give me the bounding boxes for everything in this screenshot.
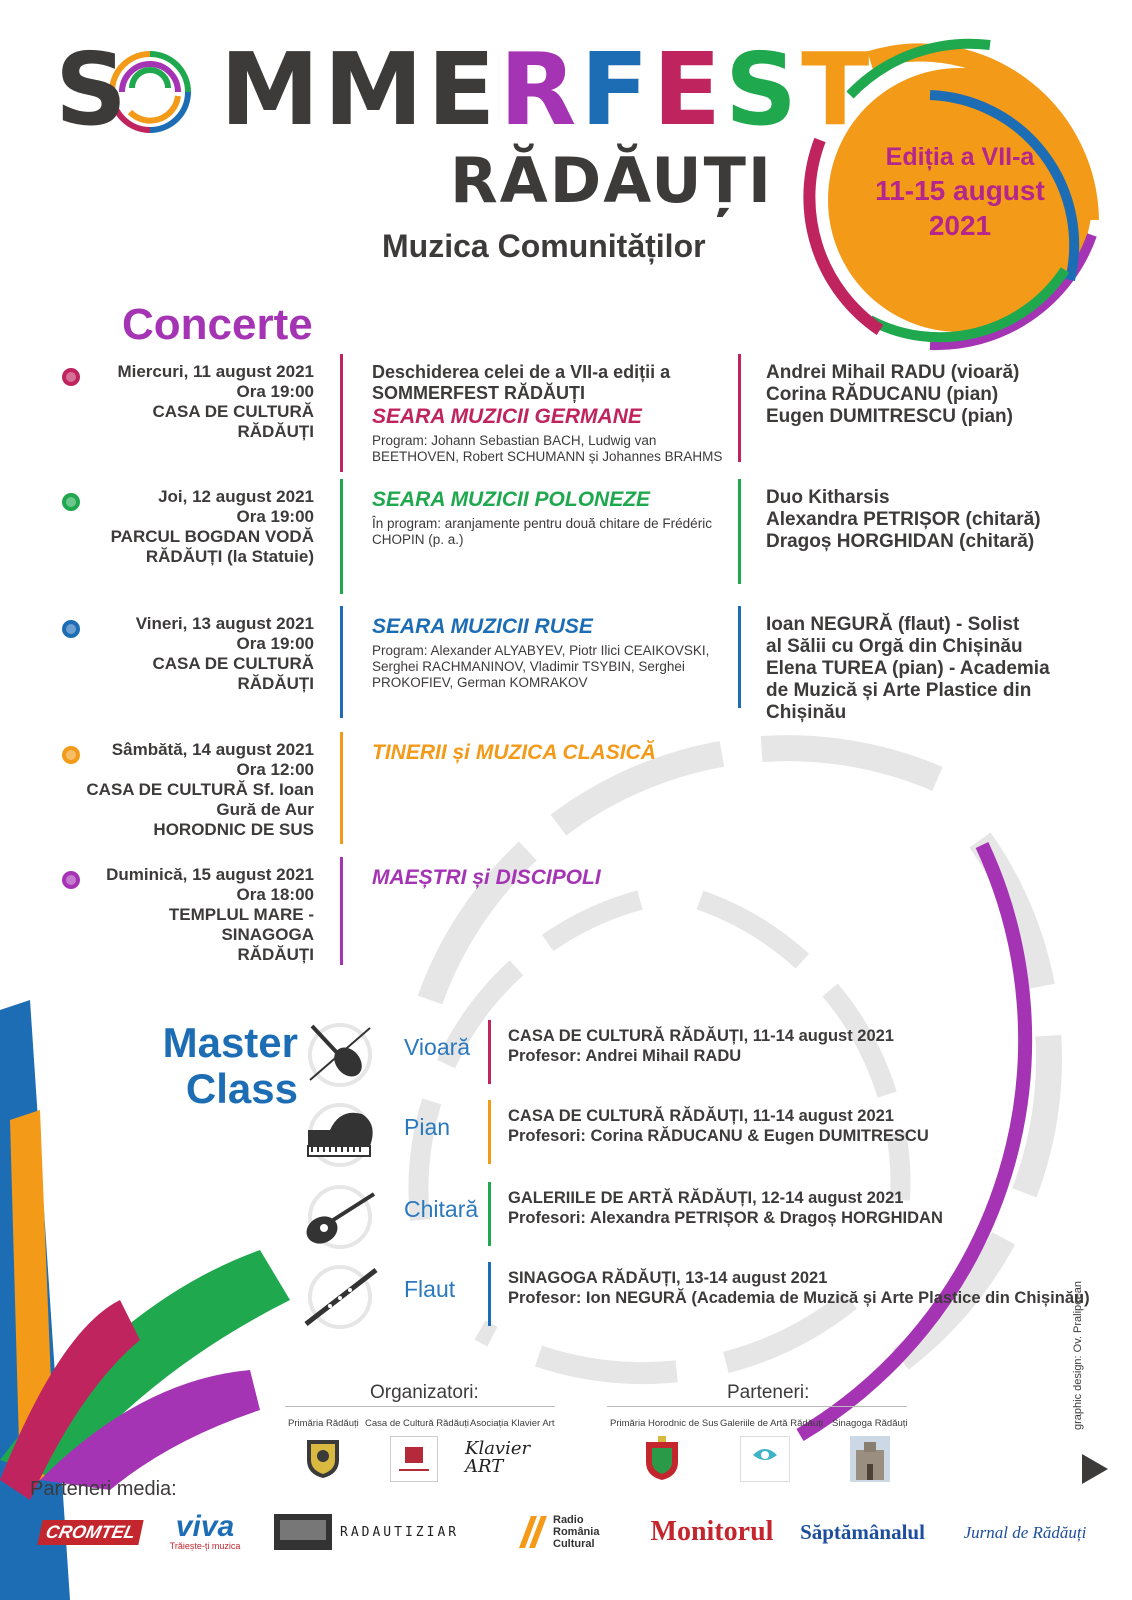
edition-year: 2021 [928, 210, 992, 242]
concert-title: SEARA MUZICII RUSE [372, 615, 593, 638]
radio-romania-logo-text: Radio România Cultural [553, 1514, 600, 1550]
media-logo-saptamanalul [795, 1510, 930, 1554]
media-partners-label: Parteneri media: [30, 1478, 177, 1500]
concert-when [80, 614, 314, 694]
title-letter: R [499, 31, 581, 148]
concert-event [372, 487, 732, 548]
masterclass-place: CASA DE CULTURĂ RĂDĂUȚI, 11-14 august 2021 [508, 1027, 894, 1045]
radautiziar-logo-text: RADAUTIZIAR [340, 1524, 460, 1540]
concert-when-line: Joi, 12 august 2021 [158, 487, 314, 506]
masterclass-divider [488, 1100, 491, 1164]
concert-title: SEARA MUZICII GERMANE [372, 405, 642, 428]
concert-divider [340, 857, 343, 965]
concert-event [372, 865, 732, 888]
masterclass-row [300, 1100, 1100, 1170]
concert-when-line: Gură de Aur [216, 800, 314, 819]
concert-divider [340, 606, 343, 718]
masterclass-divider [488, 1182, 491, 1246]
partner-caption-3: Sinagoga Rădăuți [832, 1418, 908, 1429]
synagogue-photo [850, 1436, 890, 1482]
concerts-heading: Concerte [122, 300, 313, 349]
concert-when-line: Ora 18:00 [236, 885, 314, 904]
masterclass-instrument: Vioară [404, 1034, 471, 1060]
organizer-caption-3: Asociația Klavier Art [470, 1418, 555, 1429]
title-letter: E [427, 31, 500, 148]
masterclass-info [508, 1268, 1108, 1308]
partners-divider [607, 1406, 907, 1407]
concert-event [372, 614, 732, 691]
cromtel-logo-text: CROMTEL [37, 1520, 143, 1545]
concert-title: MAEȘTRI și DISCIPOLI [372, 866, 601, 889]
galerie-de-arta-logo [740, 1436, 790, 1482]
title-letter: M [220, 31, 324, 148]
guitar-icon [300, 1182, 380, 1252]
concert-event [372, 362, 732, 465]
media-logo-radautiziar [272, 1510, 477, 1554]
masterclass-instrument: Chitară [404, 1196, 479, 1222]
title-letter: F [580, 31, 653, 148]
masterclass-place: SINAGOGA RĂDĂUȚI, 13-14 august 2021 [508, 1269, 828, 1287]
concert-when-line: CASA DE CULTURĂ Sf. Ioan [86, 780, 314, 799]
partner-caption-1: Primăria Horodnic de Sus [610, 1418, 719, 1429]
concert-when-line: Duminică, 15 august 2021 [106, 865, 314, 884]
concert-bullet-icon [62, 493, 80, 511]
city-name: RĂDĂUȚI [450, 144, 773, 217]
masterclass-divider [488, 1020, 491, 1084]
concert-artist: Corina RĂDUCANU (pian) [766, 384, 999, 405]
partner-caption-2: Galeriile de Artă Rădăuți [720, 1418, 823, 1429]
concert-when-line: Vineri, 13 august 2021 [135, 614, 314, 633]
concert-divider [340, 479, 343, 594]
title-letter: T [801, 31, 874, 148]
masterclass-info [508, 1106, 1108, 1146]
masterclass-teacher: Profesori: Alexandra PETRIȘOR & Dragoș HORGHIDAN [508, 1209, 943, 1227]
organizer-caption-2: Casa de Cultură Rădăuți [365, 1418, 470, 1429]
concert-artist: Eugen DUMITRESCU (pian) [766, 406, 1013, 427]
concert-divider [738, 354, 741, 462]
concert-when-line: RĂDĂUȚI [237, 945, 314, 964]
concert-intro: Deschiderea celei de a VII-a ediții a SOMMERFEST RĂDĂUȚI [372, 362, 671, 403]
organizer-caption-1: Primăria Rădăuți [288, 1418, 359, 1429]
concert-artist: Elena TUREA (pian) - Academia [766, 658, 1050, 679]
concert-when-line: Ora 19:00 [236, 382, 314, 401]
masterclass-heading [140, 1020, 298, 1112]
concert-when-line: Miercuri, 11 august 2021 [117, 362, 314, 381]
concert-when-line: CASA DE CULTURĂ [152, 654, 314, 673]
designer-logo-icon [1080, 1452, 1110, 1486]
concert-when-line: RĂDĂUȚI [237, 674, 314, 693]
concert-when-line: CASA DE CULTURĂ RĂDĂUȚI [152, 402, 314, 441]
organizers-label: Organizatori: [370, 1382, 479, 1403]
concert-when-line: Ora 19:00 [236, 507, 314, 526]
media-logo-viva [160, 1510, 250, 1554]
title-letter: E [652, 31, 726, 148]
concert-artist: al Sălii cu Orgă din Chișinău [766, 636, 1023, 657]
concert-when [80, 362, 314, 442]
jurnal-logo-text: Jurnal de Rădăuți [963, 1522, 1087, 1542]
title-letter: S [725, 31, 802, 148]
concert-when-line: Ora 19:00 [236, 634, 314, 653]
masterclass-heading-line2: Class [185, 1065, 298, 1112]
media-logo-cromtel [40, 1510, 140, 1554]
klavier-art-logo: Klavier ART [465, 1438, 531, 1477]
concert-when [80, 487, 314, 567]
concert-title: SEARA MUZICII POLONEZE [372, 488, 651, 511]
masterclass-info [508, 1026, 1108, 1066]
concert-title: TINERII și MUZICA CLASICĂ [372, 741, 656, 764]
concert-program: În program: aranjamente pentru două chitare de Frédéric CHOPIN (p. a.) [372, 516, 712, 547]
masterclass-place: GALERIILE DE ARTĂ RĂDĂUȚI, 12-14 august 2021 [508, 1189, 904, 1207]
concert-artist: Alexandra PETRIȘOR (chitară) [766, 509, 1041, 530]
organizers-divider [285, 1406, 555, 1407]
title-letter [131, 31, 220, 148]
coat-of-arms-icon [644, 1436, 680, 1482]
violin-icon [300, 1020, 380, 1090]
piano-icon [300, 1100, 380, 1170]
masterclass-row [300, 1262, 1100, 1332]
flute-icon [300, 1262, 380, 1332]
edition-badge [860, 142, 1060, 243]
masterclass-info [508, 1188, 1108, 1228]
masterclass-divider [488, 1262, 491, 1326]
edition-label: Ediția a VII-a [885, 143, 1035, 171]
concert-artists [766, 614, 1116, 724]
title-letter: S [55, 31, 132, 148]
concert-event [372, 740, 732, 763]
concert-divider [340, 354, 343, 472]
concert-bullet-icon [62, 368, 80, 386]
masterclass-row [300, 1182, 1100, 1252]
edition-dates: 11-15 august [875, 175, 1045, 207]
concert-divider [738, 479, 741, 584]
casa-de-cultura-logo [390, 1436, 438, 1482]
masterclass-instrument: Flaut [404, 1276, 456, 1302]
concert-artists [766, 362, 1116, 428]
concert-bullet-icon [62, 620, 80, 638]
concert-artist: Duo Kitharsis [766, 487, 890, 508]
concert-when-line: Ora 12:00 [236, 760, 314, 779]
title-letter: M [323, 31, 428, 148]
masterclass-place: CASA DE CULTURĂ RĂDĂUȚI, 11-14 august 2021 [508, 1107, 894, 1125]
concert-when-line: Sâmbătă, 14 august 2021 [111, 740, 314, 759]
design-credit: graphic design: Ov. Pralipcean [1072, 1281, 1084, 1430]
viva-tagline: Trăiește-ți muzica [169, 1541, 241, 1551]
festival-subtitle: Muzica Comunităților [382, 228, 706, 264]
concert-artist: de Muzică și Arte Plastice din Chișinău [766, 680, 1032, 723]
masterclass-heading-line1: Master [162, 1019, 298, 1066]
masterclass-teacher: Profesori: Corina RĂDUCANU & Eugen DUMITRESCU [508, 1127, 929, 1145]
concert-artist: Ioan NEGURĂ (flaut) - Solist [766, 614, 1020, 635]
monitorul-logo-text: Monitorul [650, 1516, 774, 1547]
concert-program: Program: Johann Sebastian BACH, Ludwig van BEETHOVEN, Robert SCHUMANN și Johannes BRAHMS [372, 433, 723, 464]
concert-bullet-icon [62, 746, 80, 764]
coat-of-arms-icon [305, 1436, 341, 1480]
newspaper-icon [272, 1510, 334, 1554]
concert-divider [340, 732, 343, 844]
viva-logo-text: viva [175, 1510, 235, 1543]
concert-when-line: HORODNIC DE SUS [153, 820, 314, 839]
festival-title [55, 31, 874, 148]
concert-artist: Andrei Mihail RADU (vioară) [766, 362, 1020, 383]
concert-divider [738, 606, 741, 708]
masterclass-instrument: Pian [404, 1114, 451, 1140]
concert-artist: Dragoș HORGHIDAN (chitară) [766, 531, 1035, 552]
radio-wave-icon [515, 1514, 549, 1550]
partners-label: Parteneri: [727, 1382, 810, 1403]
concert-program: Program: Alexander ALYABYEV, Piotr Ilici CEAIKOVSKI, Serghei RACHMANINOV, Vladimir TSYBIN, Serghei PROKOFIEV, German KOMRAKOV [372, 643, 710, 690]
masterclass-row [300, 1020, 1100, 1090]
concert-when-line: TEMPLUL MARE - SINAGOGA [168, 905, 314, 944]
concert-when [80, 740, 314, 840]
concert-artists [766, 487, 1116, 553]
masterclass-teacher: Profesor: Ion NEGURĂ (Academia de Muzică și Arte Plastice din Chișinău) [508, 1289, 1090, 1307]
media-logo-jurnal-de-radauti [955, 1510, 1095, 1554]
media-logo-monitorul [648, 1510, 776, 1554]
saptamanalul-logo-text: Săptămânalul [800, 1519, 925, 1544]
concert-bullet-icon [62, 871, 80, 889]
concert-when-line: PARCUL BOGDAN VODĂ [110, 527, 314, 546]
masterclass-teacher: Profesor: Andrei Mihail RADU [508, 1047, 742, 1065]
concert-when-line: RĂDĂUȚI (la Statuie) [145, 547, 314, 566]
concert-when [80, 865, 314, 965]
media-logo-radio-romania-cultural [515, 1510, 630, 1554]
